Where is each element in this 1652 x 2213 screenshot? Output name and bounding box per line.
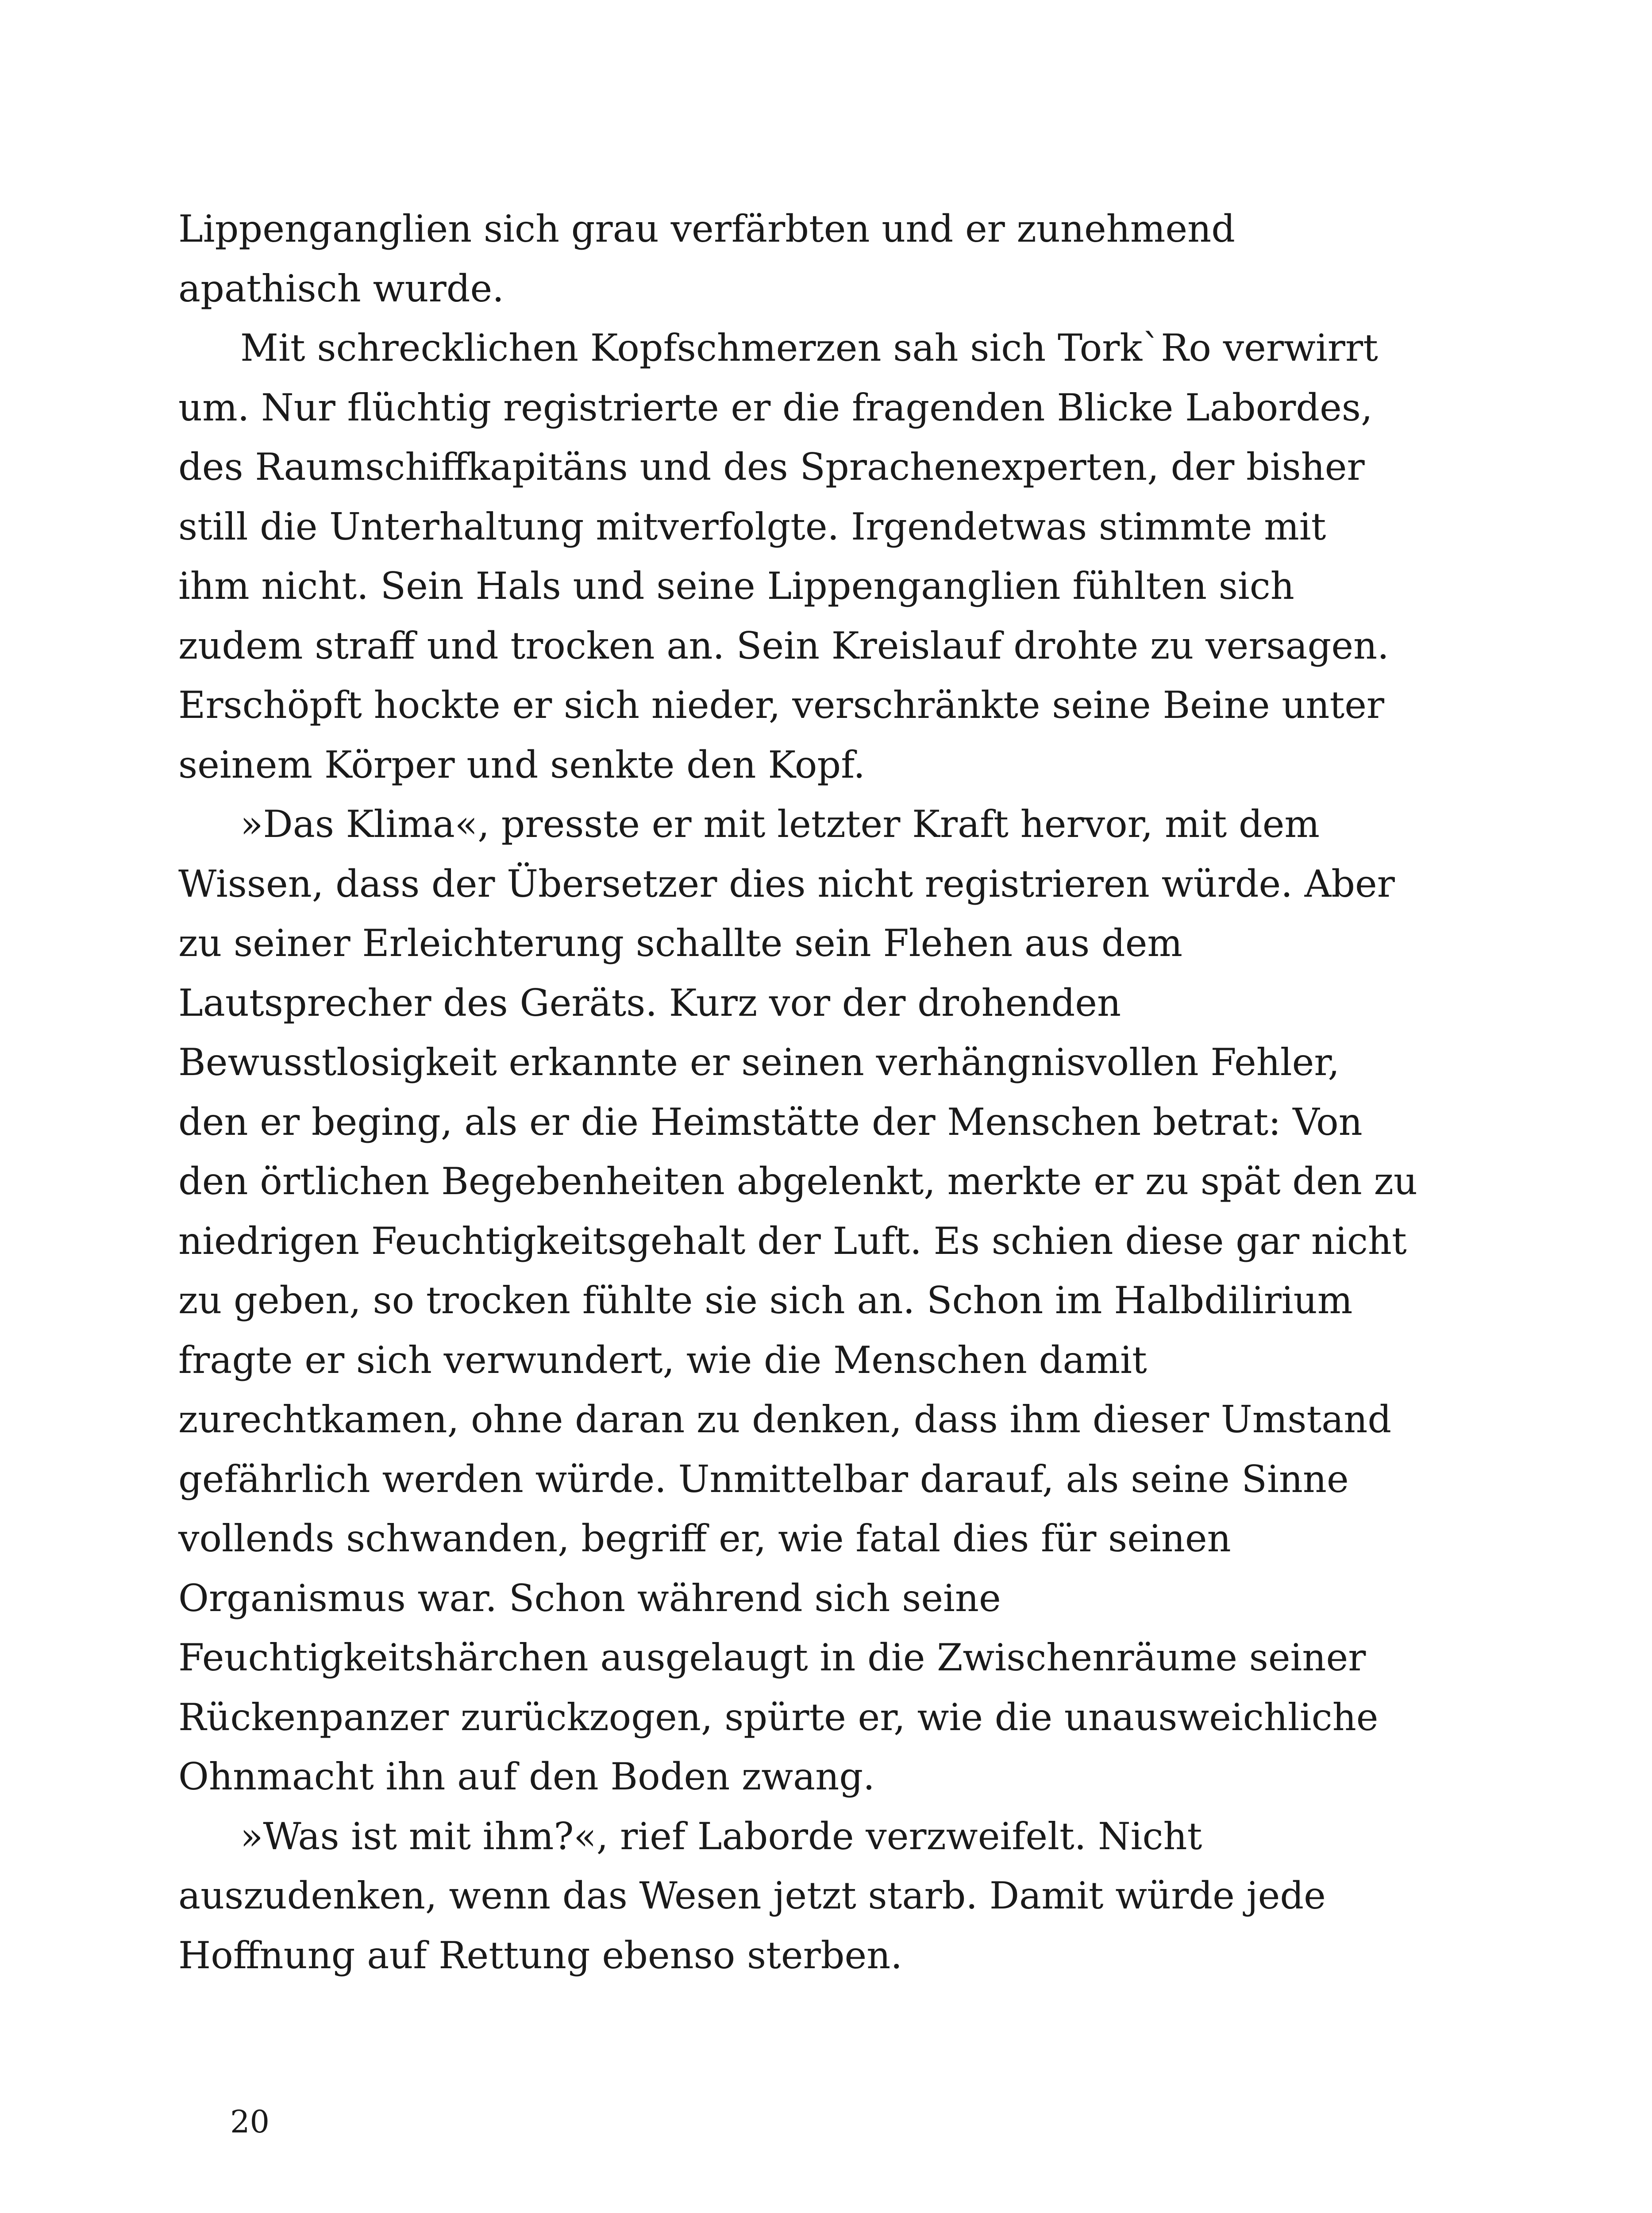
page-number: 20 [230,2104,270,2140]
text-line: Feuchtigkeitshärchen ausgelaugt in die Zwischenräume seiner [178,1636,1366,1679]
text-line: Erschöpft hockte er sich nieder, verschränkte seine Beine unter [178,683,1385,727]
text-line: ihm nicht. Sein Hals und seine Lippenganglien fühlten sich [178,564,1294,608]
text-line: des Raumschiffkapitäns und des Sprachenexperten, der bisher [178,445,1365,489]
text-line: Lautsprecher des Geräts. Kurz vor der drohenden [178,981,1121,1025]
text-line: niedrigen Feuchtigkeitsgehalt der Luft. Es schien diese gar nicht [178,1219,1407,1263]
paragraph-4 [178,1807,1488,1986]
text-line: Hoffnung auf Rettung ebenso sterben. [178,1933,903,1977]
text-line: »Was ist mit ihm?«, rief Laborde verzweifelt. Nicht [240,1814,1202,1858]
text-line: den er beging, als er die Heimstätte der Menschen betrat: Von [178,1100,1363,1144]
text-line: Lippenganglien sich grau verfärbten und er zunehmend [178,207,1236,251]
text-line: zudem straff und trocken an. Sein Kreislauf drohte zu versagen. [178,624,1389,667]
text-line: den örtlichen Begebenheiten abgelenkt, merkte er zu spät den zu [178,1160,1417,1203]
text-line: fragte er sich verwundert, wie die Menschen damit [178,1338,1147,1382]
text-line: Mit schrecklichen Kopfschmerzen sah sich Tork`Ro verwirrt [240,326,1378,370]
text-line: seinem Körper und senkte den Kopf. [178,743,865,787]
text-line: Bewusstlosigkeit erkannte er seinen verhängnisvollen Fehler, [178,1041,1340,1084]
paragraph-1 [178,199,1488,318]
text-line: zu geben, so trocken fühlte sie sich an. Schon im Halbdilirium [178,1279,1353,1322]
text-line: apathisch wurde. [178,266,504,310]
text-line: Wissen, dass der Übersetzer dies nicht registrieren würde. Aber [178,862,1395,906]
text-line: Rückenpanzer zurückzogen, spürte er, wie die unausweichliche [178,1695,1379,1739]
text-line: zu seiner Erleichterung schallte sein Flehen aus dem [178,921,1183,965]
text-line: still die Unterhaltung mitverfolgte. Irgendetwas stimmte mit [178,505,1326,548]
text-line: vollends schwanden, begriff er, wie fatal dies für seinen [178,1517,1231,1560]
paragraph-2 [178,318,1488,794]
text-line: Ohnmacht ihn auf den Boden zwang. [178,1755,875,1798]
text-line: Organismus war. Schon während sich seine [178,1576,1001,1620]
text-line: auszudenken, wenn das Wesen jetzt starb. Damit würde jede [178,1874,1326,1917]
text-line: »Das Klima«, presste er mit letzter Kraft hervor, mit dem [240,802,1320,846]
body-text [178,199,1488,1985]
paragraph-3 [178,794,1488,1807]
text-line: gefährlich werden würde. Unmittelbar darauf, als seine Sinne [178,1457,1349,1501]
text-line: um. Nur flüchtig registrierte er die fragenden Blicke Labordes, [178,386,1373,429]
text-line: zurechtkamen, ohne daran zu denken, dass ihm dieser Umstand [178,1398,1392,1441]
